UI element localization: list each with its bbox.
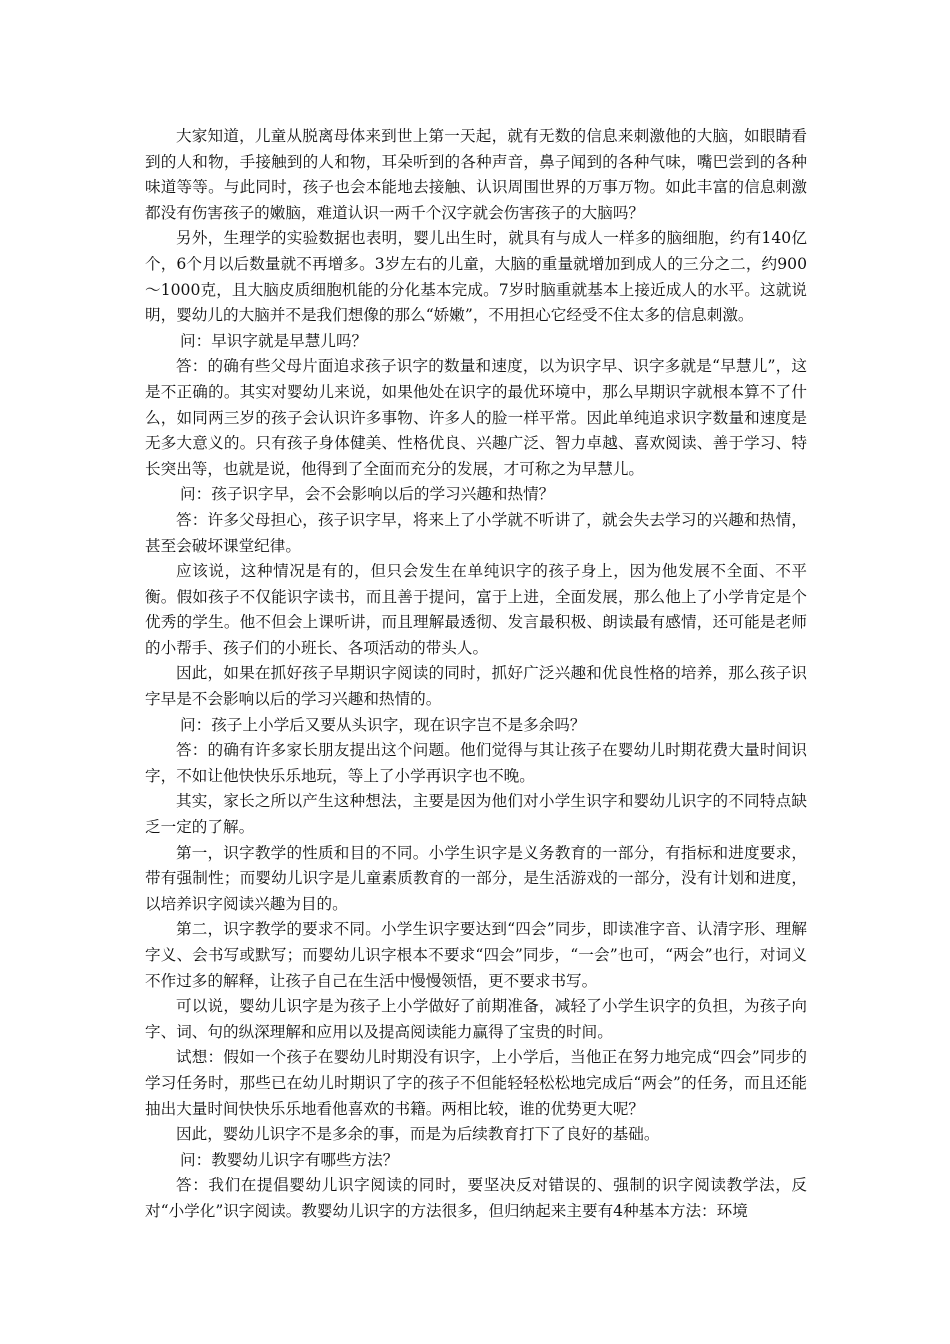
question-redundant-literacy: 问：孩子上小学后又要从头识字，现在识字岂不是多余吗？ [180,715,586,734]
paragraph-foundation: 因此，婴幼儿识字不是多余的事，而是为后续教育打下了良好的基础。 [176,1125,660,1144]
paragraph-physiology: 另外，生理学的实验数据也表明，婴儿出生时，就具有与成人一样多的脑细胞，约有140亿个，6个月以后数量就不再增多。3岁左右的儿童，大脑的重量就增加到成人的三分之二，约900～1000克，且大脑皮质细胞机能的分化基本完成。7岁时脑重就基本上接近成人的水平。这就说明，婴幼儿的大脑并不是我们想像的那么“娇嫩”，不用担心它经受不住太多的信息刺激。 [145,229,807,325]
paragraph-balanced-development: 应该说，这种情况是有的，但只会发生在单纯识字的孩子身上，因为他发展不全面、不平衡。假如孩子不仅能识字读书，而且善于提问，富于上进，全面发展，那么他上了小学肯定是个优秀的学生。他不但会上课听讲，而且理解最透彻、发言最积极、朗读最有感情，还可能是老师的小帮手、孩子们的小班长、各项活动的带头人。 [145,562,807,657]
answer-early-literacy-gifted: 答：的确有些父母片面追求孩子识字的数量和速度，以为识字早、识字多就是“早慧儿”，这是不正确的。其实对婴幼儿来说，如果他处在识字的最优环境中，那么早期识字就根本算不了什么，如同两三岁的孩子会认识许多事物、许多人的脸一样平常。因此单纯追求识字数量和速度是无多大意义的。只有孩子身体健美、性格优良、兴趣广泛、智力卓越、喜欢阅读、善于学习、特长突出等，也就是说，他得到了全面而充分的发展，才可称之为早慧儿。 [145,357,807,478]
paragraph-conclusion-interest: 因此，如果在抓好孩子早期识字阅读的同时，抓好广泛兴趣和优良性格的培养，那么孩子识字早是不会影响以后的学习兴趣和热情的。 [145,664,807,709]
paragraph-preparation: 可以说，婴幼儿识字是为孩子上小学做好了前期准备，减轻了小学生识字的负担，为孩子向字、词、句的纵深理解和应用以及提高阅读能力赢得了宝贵的时间。 [145,997,807,1041]
paragraph-point-one: 第一，识字教学的性质和目的不同。小学生识字是义务教育的一部分，有指标和进度要求，带有强制性；而婴幼儿识字是儿童素质教育的一部分，是生活游戏的一部分，没有计划和进度，以培养识字阅读兴趣为目的。 [145,843,807,913]
document-page [145,124,807,1225]
question-learning-interest: 问：孩子识字早，会不会影响以后的学习兴趣和热情？ [180,485,555,504]
answer-redundant-literacy: 答：的确有许多家长朋友提出这个问题。他们觉得与其让孩子在婴幼儿时期花费大量时间识字，不如让他快快乐乐地玩，等上了小学再识字也不晚。 [145,741,807,785]
paragraph-comparison: 试想：假如一个孩子在婴幼儿时期没有识字，上小学后，当他正在努力地完成“四会”同步的学习任务时，那些已在幼儿时期识了字的孩子不但能轻轻松松地完成后“两会”的任务，而且还能抽出大量时间快快乐乐地看他喜欢的书籍。两相比较，谁的优势更大呢？ [145,1048,807,1118]
answer-learning-interest: 答：许多父母担心，孩子识字早，将来上了小学就不听讲了，就会失去学习的兴趣和热情，甚至会破坏课堂纪律。 [145,510,807,555]
paragraph-intro: 大家知道，儿童从脱离母体来到世上第一天起，就有无数的信息来刺激他的大脑，如眼睛看到的人和物，手接触到的人和物，耳朵听到的各种声音，鼻子闻到的各种气味，嘴巴尝到的各种味道等等。与此同时，孩子也会本能地去接触、认识周围世界的万事万物。如此丰富的信息刺激都没有伤害孩子的嫩脑，难道认识一两千个汉字就会伤害孩子的大脑吗？ [145,127,807,222]
question-early-literacy-gifted: 问：早识字就是早慧儿吗？ [180,331,368,350]
paragraph-parent-misunderstanding: 其实，家长之所以产生这种想法，主要是因为他们对小学生识字和婴幼儿识字的不同特点缺乏一定的了解。 [145,792,807,837]
answer-teaching-methods: 答：我们在提倡婴幼儿识字阅读的同时，要坚决反对错误的、强制的识字阅读教学法，反对“小学化”识字阅读。教婴幼儿识字的方法很多，但归纳起来主要有4种基本方法：环境 [145,1176,807,1220]
question-teaching-methods: 问：教婴幼儿识字有哪些方法？ [180,1150,399,1169]
paragraph-point-two: 第二，识字教学的要求不同。小学生识字要达到“四会”同步，即读准字音、认清字形、理解字义、会书写或默写；而婴幼儿识字根本不要求“四会”同步，“一会”也可，“两会”也行，对词义不作过多的解释，让孩子自己在生活中慢慢领悟，更不要求书写。 [145,920,807,990]
